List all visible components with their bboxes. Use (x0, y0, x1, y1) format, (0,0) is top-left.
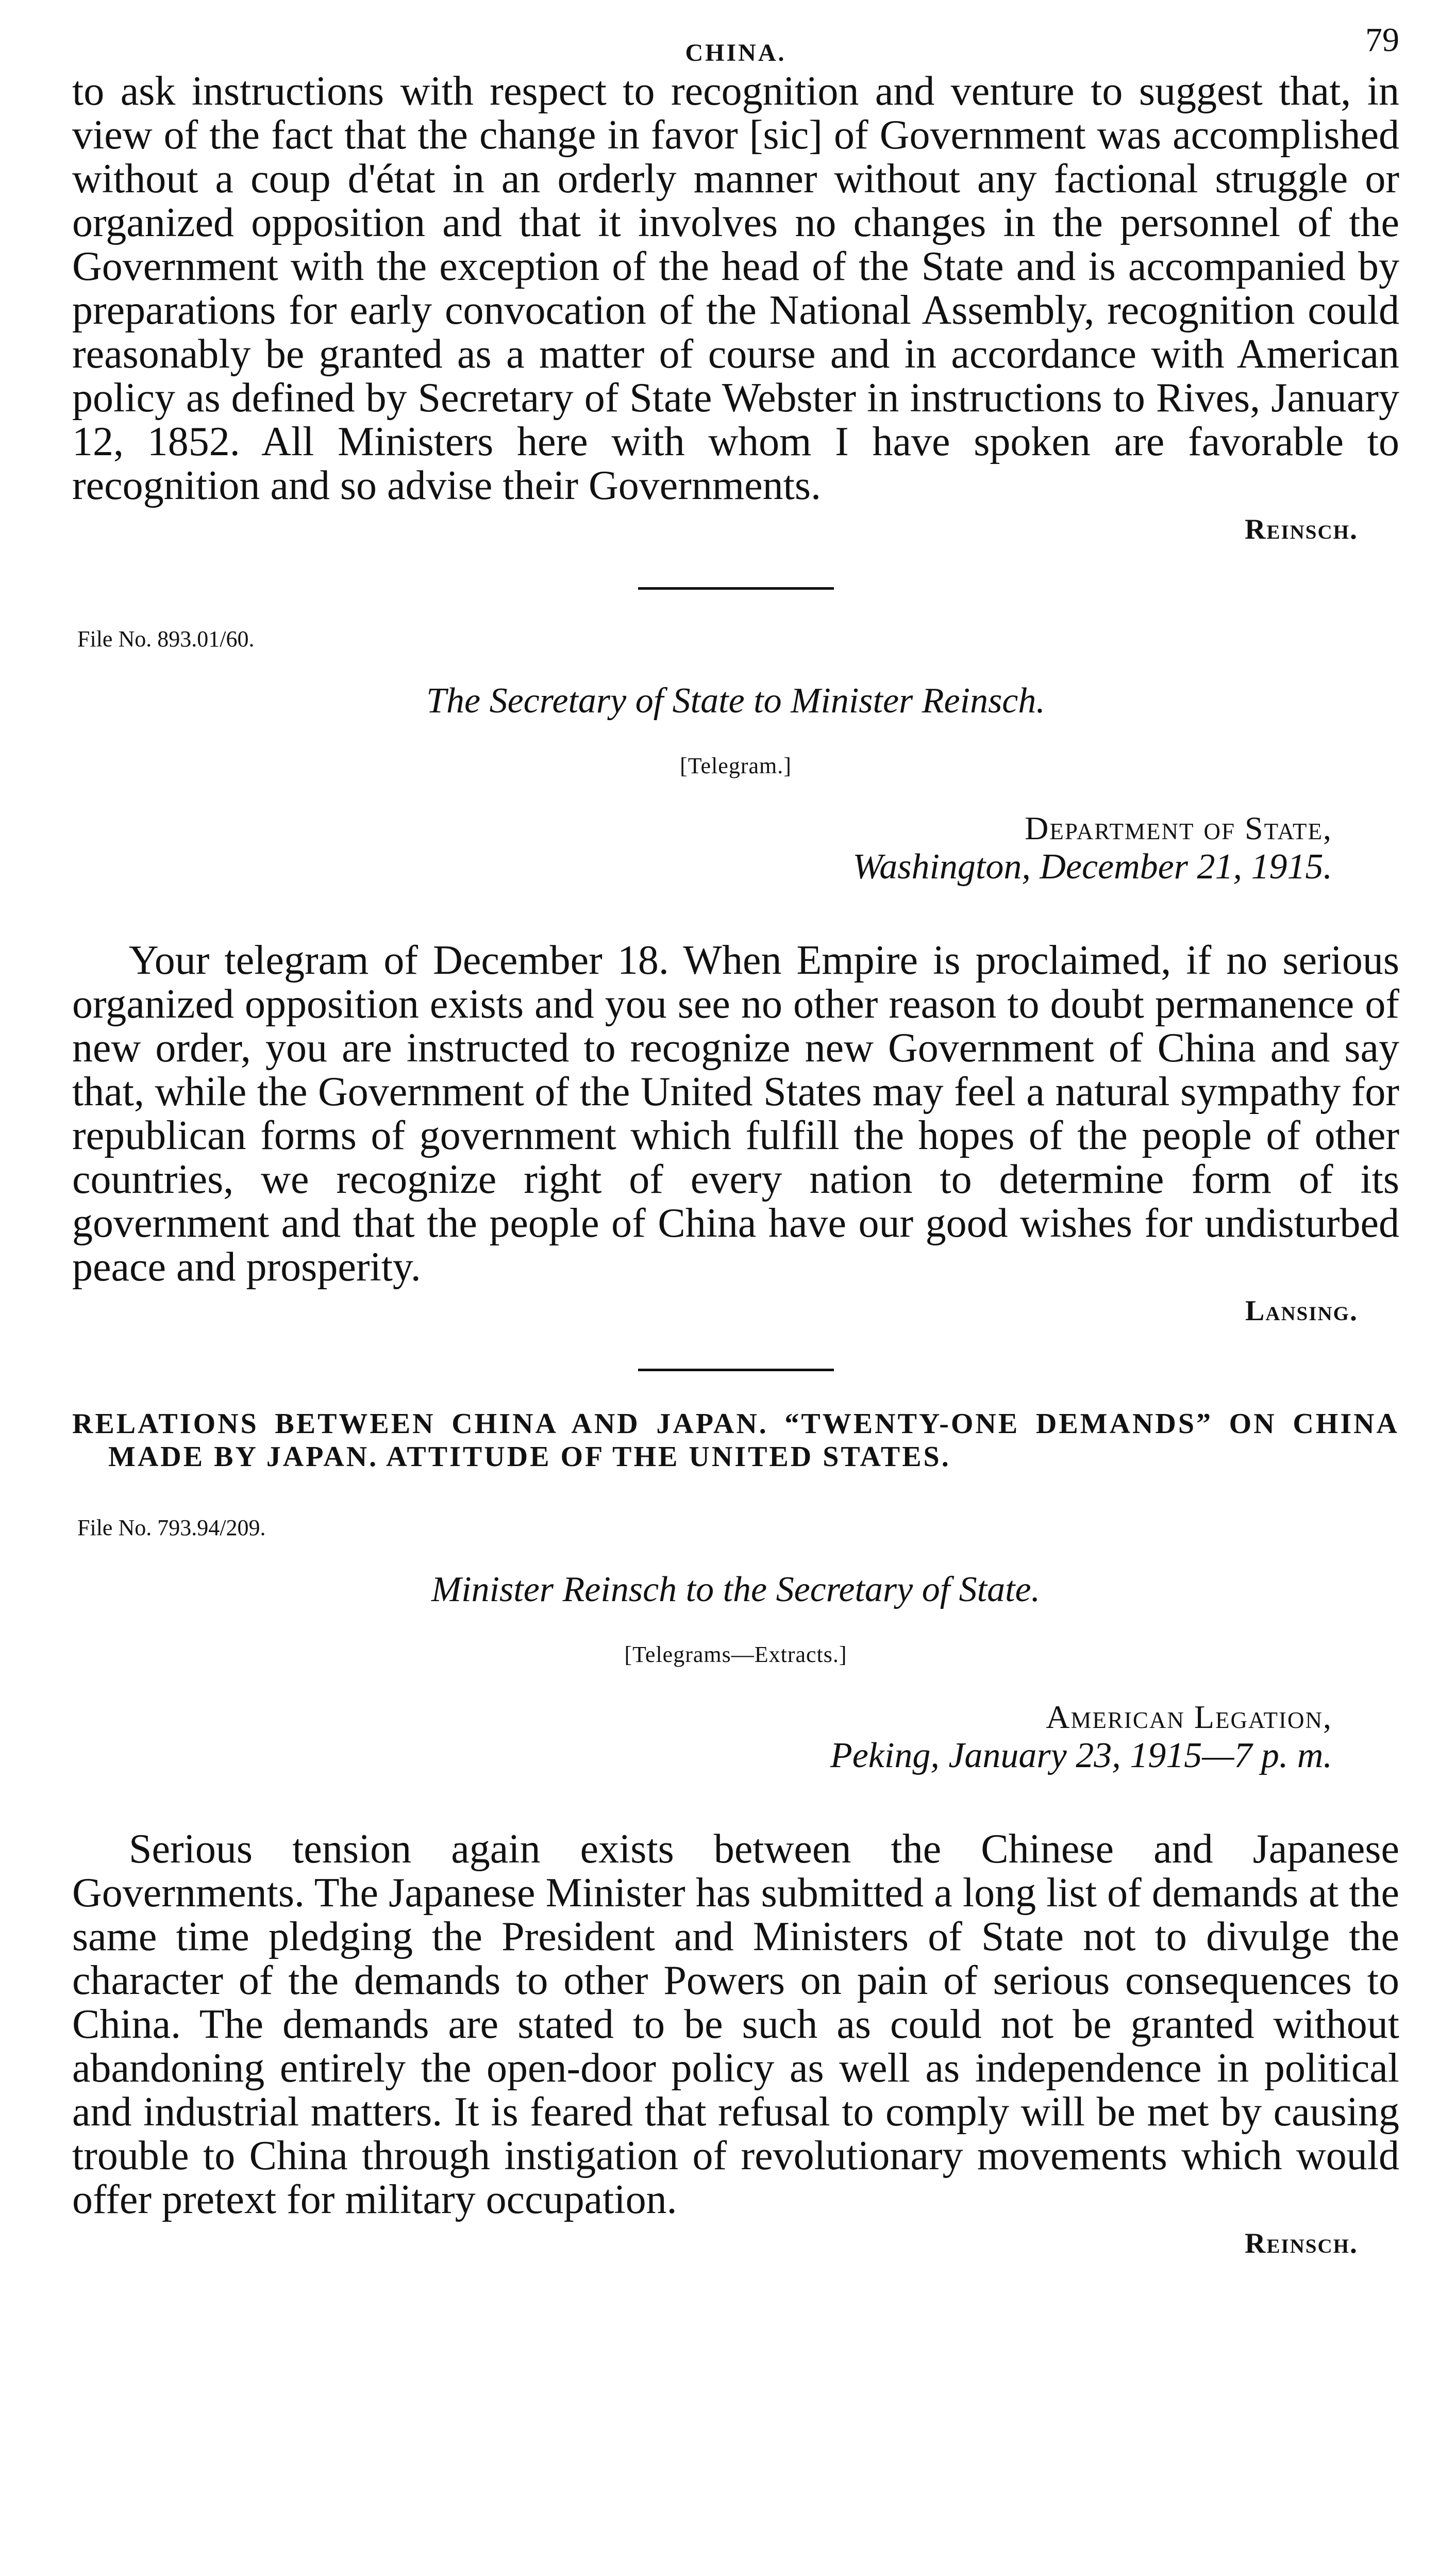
dateline (72, 1699, 1332, 1776)
running-title: CHINA. (685, 39, 786, 66)
dateline-date: Peking, January 23, 1915—7 p. m. (830, 1736, 1332, 1775)
dateline-date: Washington, December 21, 1915. (852, 847, 1332, 887)
file-number: File No. 893.01/60. (77, 626, 255, 652)
opening-signature: Reinsch. (1245, 513, 1358, 545)
document-type: [Telegram.] (680, 753, 792, 778)
telegram-paragraph: Serious tension again exists between the Chinese and Japanese Governments. The Japanese Minister has submitted a long list of demands at the same time pledging the President and Ministers of State not to divulge the character of the demands to other Powers on pain of serious consequences to China. The demands are stated to be such as could not be granted without abandoning entirely the open-door policy as well as independence in political and industrial matters. It is feared that refusal to comply will be met by causing trouble to China through instigation of revolutionary movements which would offer pretext for military occupation. (72, 1826, 1399, 2222)
page-number: 79 (1365, 21, 1399, 59)
document-type: [Telegrams—Extracts.] (624, 1642, 847, 1667)
telegram-signature: Reinsch. (1245, 2227, 1358, 2259)
document-heading: The Secretary of State to Minister Reinsch. (426, 681, 1045, 721)
document-heading: Minister Reinsch to the Secretary of State. (431, 1570, 1041, 1609)
dateline (72, 810, 1332, 887)
section-heading: RELATIONS BETWEEN CHINA AND JAPAN. “TWENTY-ONE DEMANDS” ON CHINA MADE BY JAPAN. ATTITUDE OF THE UNITED STATES. (72, 1408, 1399, 1473)
running-head (72, 21, 1399, 70)
section-divider (638, 1369, 834, 1371)
telegram-signature: Lansing. (1245, 1295, 1358, 1327)
section-divider (638, 587, 834, 590)
dateline-place: American Legation, (1046, 1699, 1332, 1735)
telegram-paragraph: Your telegram of December 18. When Empire is proclaimed, if no serious organized opposition exists and you see no other reason to doubt permanence of new order, you are instructed to recognize new Government of China and say that, while the Government of the United States may feel a natural sympathy for republican forms of government which fulfill the hopes of the people of other countries, we recognize right of every nation to determine form of its government and that the people of China have our good wishes for undisturbed peace and prosperity. (72, 938, 1399, 1290)
file-number: File No. 793.94/209. (77, 1515, 266, 1540)
dateline-place: Department of State, (1025, 810, 1332, 846)
opening-paragraph: to ask instructions with respect to recognition and venture to suggest that, in view of the fact that the change in favor [sic] of Government was accomplished without a coup d'état in an orderly manner without any factional struggle or organized opposition and that it involves no changes in the personnel of the Government with the exception of the head of the State and is accompanied by preparations for early convocation of the National Assembly, recognition could reasonably be granted as a matter of course and in accordance with American policy as defined by Secretary of State Webster in instructions to Rives, January 12, 1852. All Ministers here with whom I have spoken are favorable to recognition and so advise their Governments. (72, 69, 1399, 508)
